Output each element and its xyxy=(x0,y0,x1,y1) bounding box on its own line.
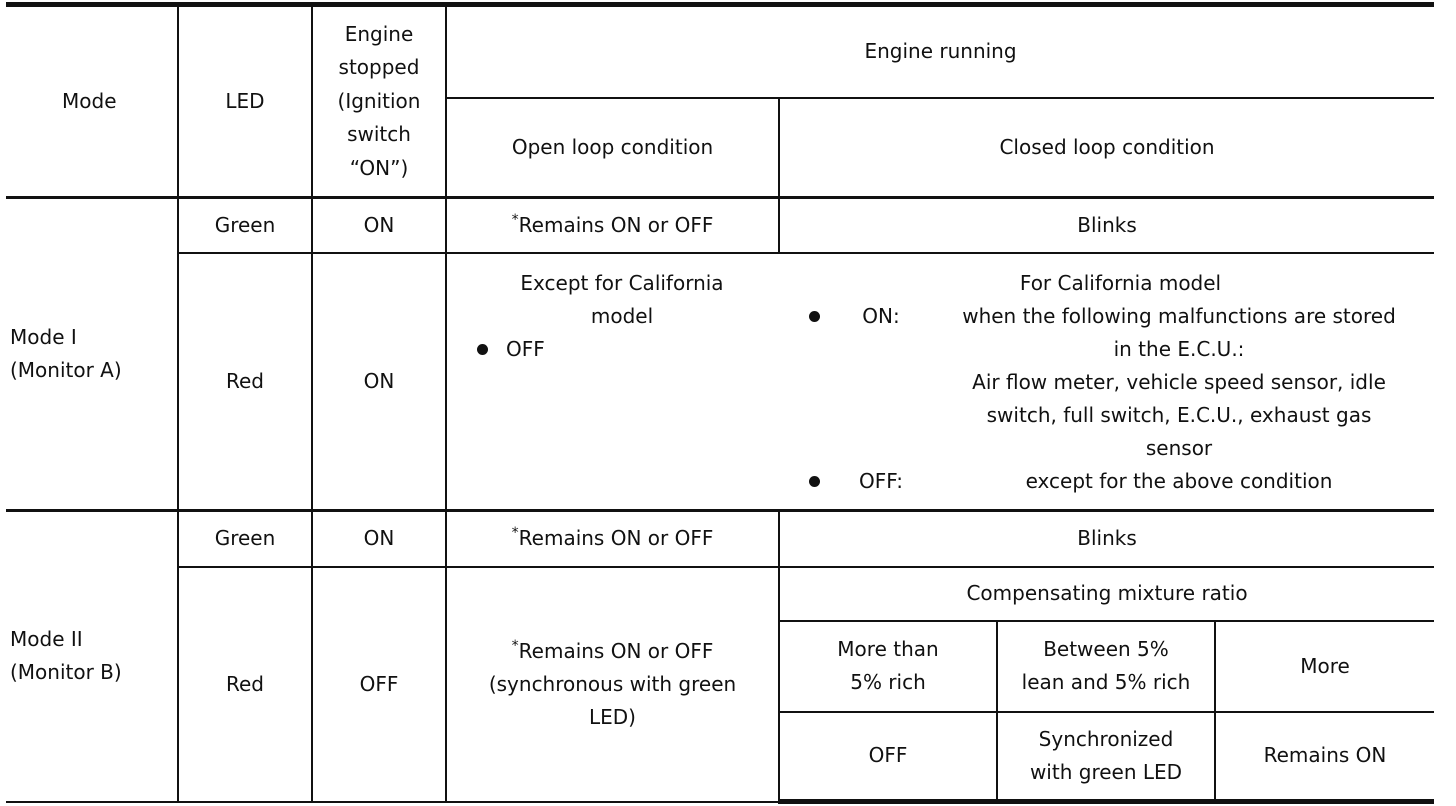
mode2-comp-title xyxy=(779,567,1434,621)
mode2-comp-col3-value xyxy=(1215,712,1434,802)
mode1-green-stopped xyxy=(312,198,446,253)
mode1-red-on-tag: ON: xyxy=(862,303,900,328)
mode1-red-led xyxy=(178,253,312,511)
mode2-green-open-loop-text: Remains ON or OFF xyxy=(518,526,714,551)
mode2-red-stopped xyxy=(312,567,446,802)
mode1-red-on-list: sensor xyxy=(1145,435,1213,460)
mode2-green-led xyxy=(178,511,312,567)
mode1-green-stopped-text: ON xyxy=(363,212,395,237)
header-mode-text: Mode xyxy=(62,89,117,113)
mode2-red-open-loop-text: Remains ON or OFF xyxy=(518,638,714,663)
mode2-comp-col2-value-text: Synchronized xyxy=(1038,726,1174,751)
mode1-red-on-text: in the E.C.U.: xyxy=(1113,336,1245,361)
mode1-red-on-text: when the following malfunctions are stored xyxy=(962,303,1396,328)
mode2-comp-col1-value-text: OFF xyxy=(868,743,908,768)
mode2-label-line1: Mode II xyxy=(10,627,83,652)
mode1-red-open-loop-title: Except for California xyxy=(520,270,724,295)
mode2-comp-col2-head-text: lean and 5% rich xyxy=(1021,670,1191,694)
mode1-green-open-loop xyxy=(446,198,779,253)
header-engine-stopped-line: (Ignition xyxy=(337,88,421,113)
mode1-red-led-text: Red xyxy=(226,368,264,393)
mode2-comp-col3-head xyxy=(1215,621,1434,712)
header-engine-running-text: Engine running xyxy=(864,39,1017,64)
mode1-red-open-loop-bullet-item xyxy=(475,333,769,366)
header-closed-loop-text: Closed loop condition xyxy=(999,134,1215,159)
header-engine-stopped-line: switch xyxy=(347,122,411,147)
bullet-icon xyxy=(477,344,488,355)
footnote-asterisk: * xyxy=(511,211,519,228)
mode2-comp-col3-head-text: More xyxy=(1300,653,1350,678)
mode1-red-off-text: except for the above condition xyxy=(1025,468,1333,493)
mode2-comp-title-text: Compensating mixture ratio xyxy=(966,581,1248,605)
footnote-asterisk: * xyxy=(511,637,519,654)
header-engine-stopped-line: “ON”) xyxy=(349,155,409,180)
mode1-red-open-loop xyxy=(446,253,779,511)
mode2-green-stopped xyxy=(312,511,446,567)
mode1-green-closed-loop xyxy=(779,198,1434,253)
mode2-comp-col2-head xyxy=(997,621,1215,712)
mode1-red-stopped-text: ON xyxy=(363,368,395,393)
led-mode-table xyxy=(6,2,1434,804)
mode1-red-off-item xyxy=(807,465,1434,498)
mode1-red-open-loop-bullet-text: OFF xyxy=(506,336,545,361)
mode2-red-led xyxy=(178,567,312,802)
mode2-red-stopped-text: OFF xyxy=(359,671,399,696)
mode1-red-closed-loop xyxy=(779,253,1434,511)
mode1-label-line1: Mode I xyxy=(10,325,77,349)
mode2-green-closed-loop-text: Blinks xyxy=(1077,526,1137,551)
mode1-red-stopped xyxy=(312,253,446,511)
header-engine-stopped-line: stopped xyxy=(338,55,420,80)
header-led-text: LED xyxy=(225,89,265,113)
header-open-loop xyxy=(446,98,779,198)
header-led xyxy=(178,5,312,198)
mode2-comp-col2-value-text: with green LED xyxy=(1029,759,1183,784)
mode2-comp-col1-head-text: 5% rich xyxy=(850,670,926,694)
mode1-label-line2: (Monitor A) xyxy=(10,358,122,382)
mode2-red-open-loop-text: LED) xyxy=(589,704,636,729)
mode1-red-on-list: Air flow meter, vehicle speed sensor, idle xyxy=(972,369,1386,394)
mode2-comp-col2-head-text: Between 5% xyxy=(1043,637,1169,661)
mode1-green-closed-loop-text: Blinks xyxy=(1077,212,1137,237)
mode1-red-open-loop-title: model xyxy=(590,303,654,328)
header-engine-stopped xyxy=(312,5,446,198)
footnote-asterisk: * xyxy=(511,525,519,542)
header-closed-loop xyxy=(779,98,1434,198)
mode1-green-led xyxy=(178,198,312,253)
mode2-label xyxy=(6,511,178,802)
mode2-comp-col3-value-text: Remains ON xyxy=(1263,743,1387,768)
mode2-green-closed-loop xyxy=(779,511,1434,567)
mode2-green-open-loop xyxy=(446,511,779,567)
mode2-label-line2: (Monitor B) xyxy=(10,660,122,685)
mode2-red-led-text: Red xyxy=(226,671,264,696)
mode2-green-stopped-text: ON xyxy=(363,526,395,551)
mode2-red-open-loop-text: (synchronous with green xyxy=(488,671,737,696)
bullet-icon xyxy=(809,476,820,487)
mode1-green-open-loop-text: Remains ON or OFF xyxy=(518,212,714,237)
mode2-comp-col1-head-text: More than xyxy=(837,637,939,661)
mode1-red-on-item xyxy=(807,300,1434,333)
mode2-green-led-text: Green xyxy=(214,526,276,551)
mode1-red-on-list: switch, full switch, E.C.U., exhaust gas xyxy=(986,402,1372,427)
header-open-loop-text: Open loop condition xyxy=(511,134,714,159)
mode1-label xyxy=(6,198,178,511)
mode1-red-off-tag: OFF: xyxy=(859,468,903,493)
mode1-red-closed-loop-title: For California model xyxy=(1019,270,1222,295)
mode1-green-led-text: Green xyxy=(214,212,276,237)
mode2-comp-col2-value xyxy=(997,712,1215,802)
header-engine-running xyxy=(446,5,1434,98)
bullet-icon xyxy=(809,311,820,322)
header-engine-stopped-line: Engine xyxy=(344,21,414,46)
mode2-comp-col1-head xyxy=(779,621,997,712)
mode2-red-open-loop xyxy=(446,567,779,802)
header-mode xyxy=(6,5,178,198)
mode2-comp-col1-value xyxy=(779,712,997,802)
